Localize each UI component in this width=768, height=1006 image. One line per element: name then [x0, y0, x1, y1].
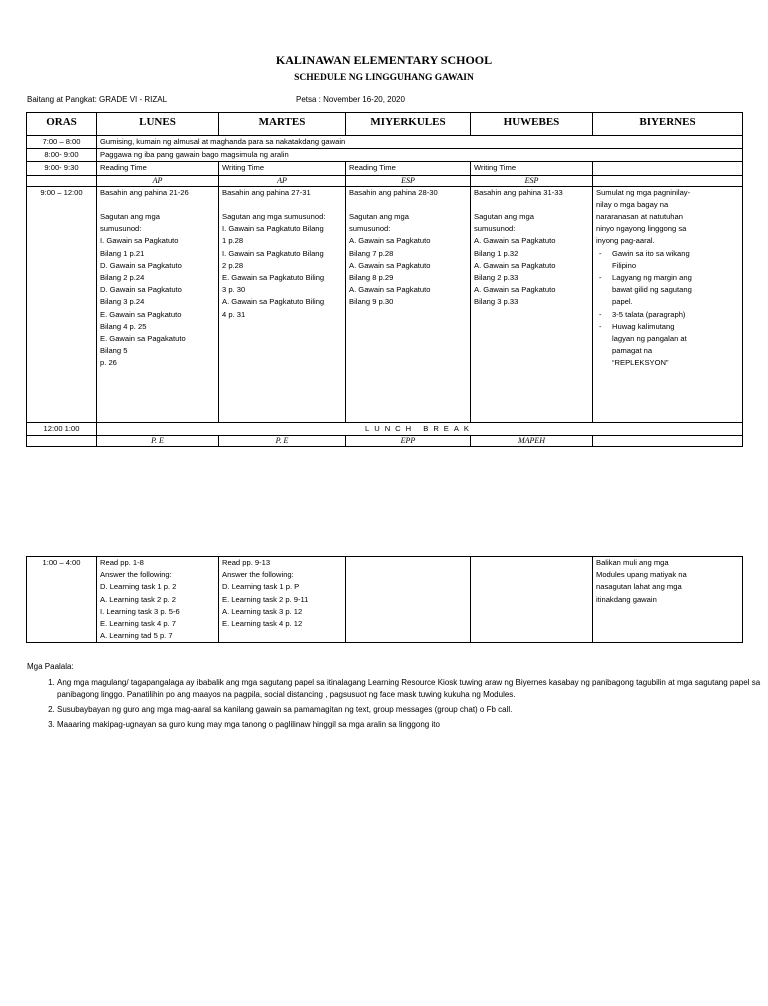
- date-label: Petsa : November 16-20, 2020: [296, 95, 405, 104]
- time-cell: 8:00- 9:00: [27, 149, 97, 162]
- task-line: Bilang 8 p.29: [349, 273, 394, 283]
- lunes-cell: Reading Time: [97, 162, 219, 175]
- huwebes-tasks: [471, 557, 593, 643]
- task-line: 4 p. 31: [222, 309, 246, 319]
- task-line: Answer the following:: [100, 570, 172, 580]
- subject-lunes: AP: [97, 175, 219, 186]
- col-header-martes: MARTES: [219, 113, 346, 136]
- reminder-item: 1. Ang mga magulang/ tagapangalaga ay ibabalik ang mga sagutang papel sa itinalagang Learning Resource Kiosk tuwing araw ng Biyernes kasabay ng panibagong tagubilin at mga sagutang papel sa panibagong linggo. Panatilihin po ang maayos na pagpila, social distancing , pagsusuot ng face mask tuwing kukuha ng Modules.: [57, 677, 768, 701]
- task-line: Sumulat ng mga pagninilay-: [596, 187, 691, 197]
- task-line: A. Gawain sa Pagkatuto: [349, 236, 431, 246]
- time-cell: 1:00 – 4:00: [27, 557, 97, 643]
- biyernes-tasks: [593, 186, 743, 422]
- subject-row: [27, 435, 743, 446]
- task-line: D. Gawain sa Pagkatuto: [100, 285, 182, 295]
- time-cell: 12:00 1:00: [27, 422, 97, 435]
- time-cell: 9:00- 9:30: [27, 162, 97, 175]
- lunch-break-label: LUNCH BREAK: [97, 422, 743, 435]
- task-line: A. Gawain sa Pagkatuto: [474, 260, 556, 270]
- col-header-lunes: LUNES: [97, 113, 219, 136]
- table-row: [27, 557, 743, 643]
- grade-section: Baitang at Pangkat: GRADE VI - RIZAL: [27, 95, 168, 104]
- task-line: Sagutan ang mga sumusunod:: [222, 212, 326, 222]
- task-line: Bilang 1 p.21: [100, 248, 145, 258]
- task-line: nararanasan at natutuhan: [596, 212, 683, 222]
- bullet-item: [612, 272, 739, 309]
- task-line: Read pp. 9-13: [222, 558, 271, 567]
- subject-huwebes: MAPEH: [471, 435, 593, 446]
- task-line: E. Learning task 2 p. 9-11: [222, 594, 309, 604]
- task-line: A. Gawain sa Pagkatuto: [349, 285, 431, 295]
- martes-cell: Writing Time: [219, 162, 346, 175]
- task-line: E. Gawain sa Pagkatuto: [100, 309, 182, 319]
- col-header-biyernes: BIYERNES: [593, 113, 743, 136]
- lunch-row: [27, 422, 743, 435]
- header-row: [27, 113, 743, 136]
- task-line: E. Gawain sa Pagkatuto Biling: [222, 273, 325, 283]
- bullet-item: [612, 321, 739, 370]
- task-line: I. Learning task 3 p. 5-6: [100, 606, 180, 616]
- table-row: [27, 186, 743, 422]
- miyerkules-tasks: [346, 557, 471, 643]
- task-line: Bilang 3 p.24: [100, 297, 145, 307]
- bullet-item: [612, 309, 739, 321]
- task-line: A. Learning task 3 p. 12: [222, 606, 303, 616]
- bullet-line: “REPLEKSYON”: [612, 358, 669, 368]
- bullet-line: pamagat na: [612, 346, 653, 356]
- task-line: 1 p.28: [222, 236, 244, 246]
- empty-cell: [27, 175, 97, 186]
- biyernes-cell: [593, 162, 743, 175]
- task-line: Read pp. 1-8: [100, 558, 144, 567]
- col-header-oras: ORAS: [27, 113, 97, 136]
- task-line: Bilang 7 p.28: [349, 248, 394, 258]
- subject-row: [27, 175, 743, 186]
- miyerkules-cell: Reading Time: [346, 162, 471, 175]
- martes-tasks: [219, 186, 346, 422]
- task-line: E. Learning task 4 p. 7: [100, 619, 176, 629]
- time-cell: 7:00 – 8:00: [27, 136, 97, 149]
- task-line: I. Gawain sa Pagkatuto: [100, 236, 179, 246]
- activity-cell: Gumising, kumain ng almusal at maghanda para sa nakatakdang gawain: [97, 136, 743, 149]
- huwebes-cell: Writing Time: [471, 162, 593, 175]
- bullet-item: [612, 248, 739, 272]
- activity-cell: Paggawa ng iba pang gawain bago magsimula ng aralin: [97, 149, 743, 162]
- empty-cell: [27, 435, 97, 446]
- task-line: A. Gawain sa Pagkatuto Biling: [222, 297, 325, 307]
- bullet-line: - Huwag kalimutang: [612, 321, 675, 331]
- task-line: Sagutan ang mga: [100, 212, 160, 222]
- reminders-label: Mga Paalala:: [27, 662, 74, 671]
- task-line: Bilang 9 p.30: [349, 297, 394, 307]
- bullet-line: papel.: [612, 297, 633, 307]
- task-line: I. Gawain sa Pagkatuto Bilang: [222, 224, 324, 234]
- task-line: [349, 199, 467, 211]
- lunes-tasks: [97, 557, 219, 643]
- bullet-line: bawat gilid ng sagutang: [612, 285, 692, 295]
- task-line: A. Gawain sa Pagkatuto: [474, 236, 556, 246]
- task-line: A. Gawain sa Pagkatuto: [474, 285, 556, 295]
- col-header-huwebes: HUWEBES: [471, 113, 593, 136]
- task-line: Bilang 2 p.24: [100, 273, 145, 283]
- task-line: Sagutan ang mga: [349, 212, 409, 222]
- task-line: D. Gawain sa Pagkatuto: [100, 260, 182, 270]
- task-line: 2 p.28: [222, 260, 244, 270]
- task-line: A. Learning task 2 p. 2: [100, 594, 176, 604]
- task-line: sumusunod:: [349, 224, 391, 234]
- task-line: sumusunod:: [474, 224, 516, 234]
- task-line: Modules upang matiyak na: [596, 570, 687, 580]
- document-title: SCHEDULE NG LINGGUHANG GAWAIN: [294, 73, 474, 83]
- bullet-line: Filipino: [612, 260, 637, 270]
- task-line: ninyo ngayong linggong sa: [596, 224, 687, 234]
- task-line: Bilang 5: [100, 346, 128, 356]
- task-line: Basahin ang pahina 21-26: [100, 187, 189, 197]
- subject-huwebes: ESP: [471, 175, 593, 186]
- task-line: Balikan muli ang mga: [596, 558, 669, 567]
- bullet-line: lagyan ng pangalan at: [612, 334, 687, 344]
- school-name: KALINAWAN ELEMENTARY SCHOOL: [275, 53, 493, 67]
- task-line: Answer the following:: [222, 570, 294, 580]
- lunes-tasks: [97, 186, 219, 422]
- table-row: [27, 149, 743, 162]
- subject-miyerkules: ESP: [346, 175, 471, 186]
- reminder-item: 3. Maaaring makipag-ugnayan sa guro kung may mga tanong o paglilinaw hinggil sa mga aralin sa linggong ito: [57, 719, 768, 731]
- subject-miyerkules: EPP: [346, 435, 471, 446]
- task-line: D. Learning task 1 p. 2: [100, 582, 177, 592]
- task-line: Basahin ang pahina 31-33: [474, 187, 563, 197]
- task-line: nasagutan lahat ang mga: [596, 582, 682, 592]
- col-header-miyerkules: MIYERKULES: [346, 113, 471, 136]
- task-line: [100, 199, 215, 211]
- empty-cell: [593, 175, 743, 186]
- task-line: A. Gawain sa Pagkatuto: [349, 260, 431, 270]
- afternoon-table: [26, 556, 743, 643]
- task-line: Basahin ang pahina 27-31: [222, 187, 311, 197]
- task-line: Bilang 4 p. 25: [100, 321, 147, 331]
- miyerkules-tasks: [346, 186, 471, 422]
- subject-martes: AP: [219, 175, 346, 186]
- task-line: itinakdang gawain: [596, 594, 657, 604]
- reminder-item: 2. Susubaybayan ng guro ang mga mag-aaral sa kanilang gawain sa pamamagitan ng text, group messages (group chat) o Fb call.: [57, 704, 768, 716]
- task-line: Bilang 3 p.33: [474, 297, 519, 307]
- task-line: nilay o mga bagay na: [596, 199, 669, 209]
- task-line: inyong pag-aaral.: [596, 236, 655, 246]
- task-line: [222, 199, 342, 211]
- task-line: D. Learning task 1 p. P: [222, 582, 300, 592]
- subject-martes: P. E: [219, 435, 346, 446]
- biyernes-intro: [596, 187, 739, 248]
- biyernes-bullets: [596, 248, 739, 370]
- schedule-table: [26, 112, 743, 447]
- task-line: Bilang 1 p.32: [474, 248, 519, 258]
- task-line: sumusunod:: [100, 224, 142, 234]
- huwebes-tasks: [471, 186, 593, 422]
- subject-lunes: P. E: [97, 435, 219, 446]
- martes-tasks: [219, 557, 346, 643]
- task-line: Sagutan ang mga: [474, 212, 534, 222]
- table-row: [27, 136, 743, 149]
- table-row: [27, 162, 743, 175]
- task-line: E. Learning task 4 p. 12: [222, 619, 303, 629]
- task-line: A. Learning tad 5 p. 7: [100, 631, 173, 641]
- task-line: Bilang 2 p.33: [474, 273, 519, 283]
- task-line: Basahin ang pahina 28-30: [349, 187, 438, 197]
- bullet-line: - Gawin sa ito sa wikang: [612, 248, 690, 258]
- biyernes-tasks: [593, 557, 743, 643]
- task-line: 3 p. 30: [222, 285, 246, 295]
- empty-cell: [593, 435, 743, 446]
- task-line: p. 26: [100, 358, 117, 368]
- bullet-line: - 3-5 talata (paragraph): [612, 309, 686, 319]
- reminders-list: [27, 677, 768, 734]
- time-cell: 9:00 – 12:00: [27, 186, 97, 422]
- bullet-line: - Lagyang ng margin ang: [612, 273, 692, 283]
- task-line: I. Gawain sa Pagkatuto Bilang: [222, 248, 324, 258]
- task-line: E. Gawain sa Pagakatuto: [100, 334, 186, 344]
- task-line: [474, 199, 589, 211]
